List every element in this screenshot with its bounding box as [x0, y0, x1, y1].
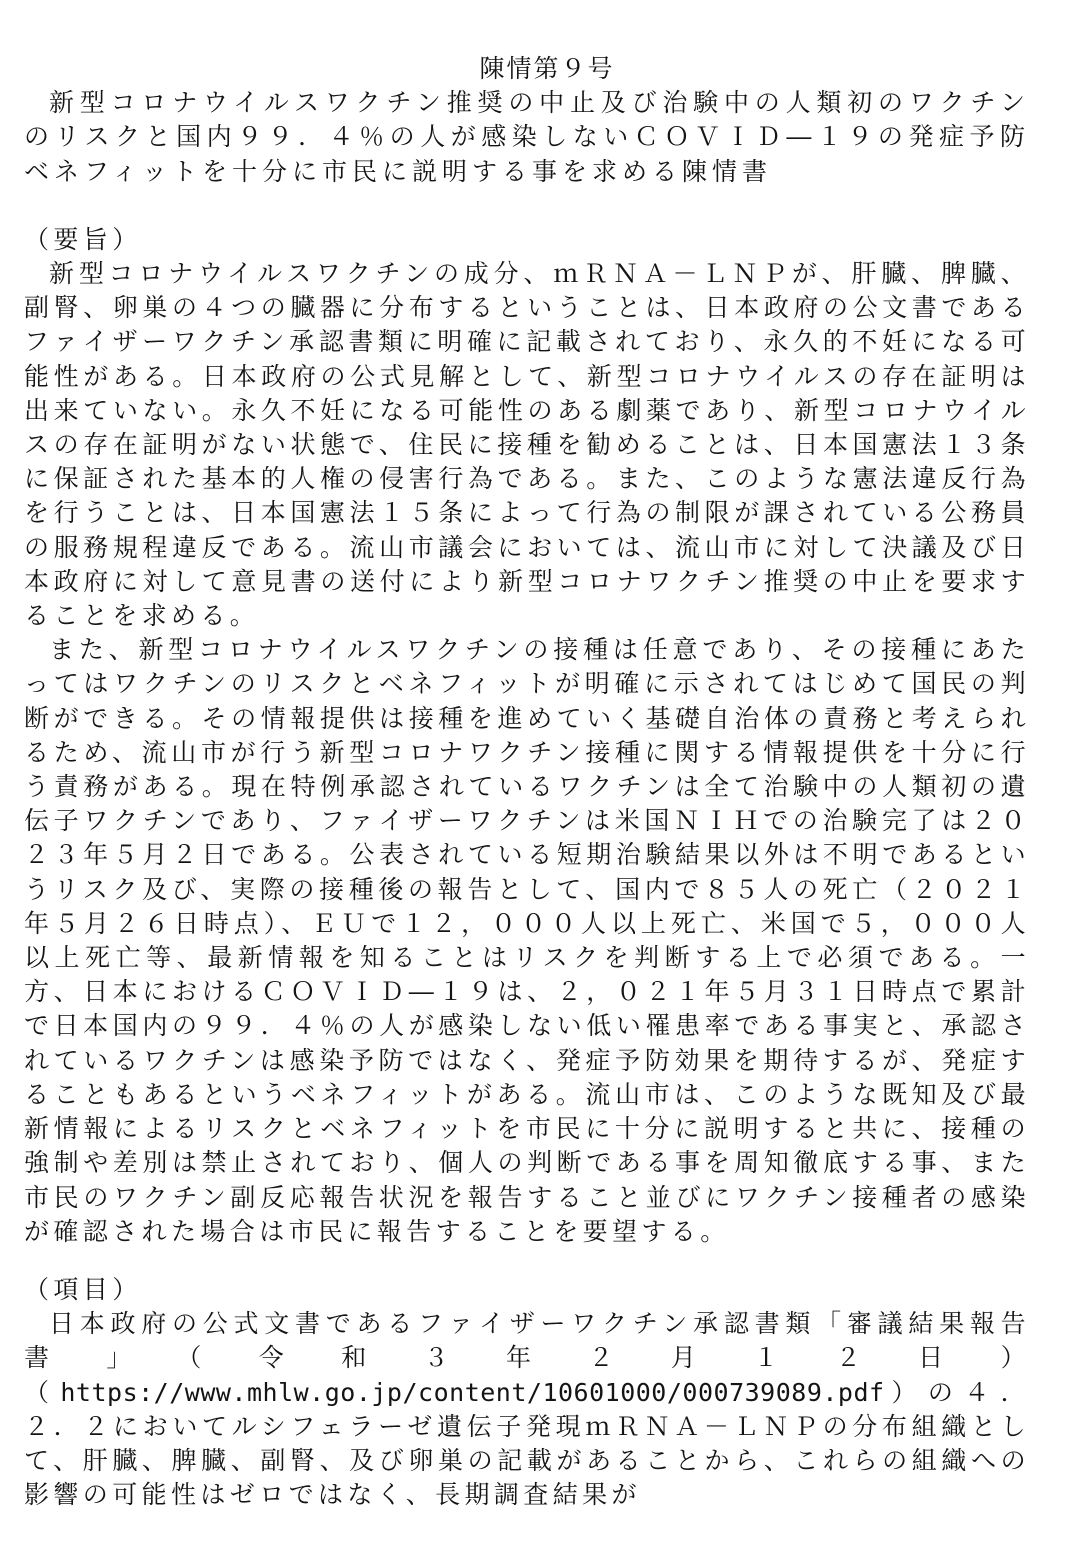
items-heading: （項目） [24, 1274, 142, 1304]
spacer [24, 1249, 1030, 1273]
petition-number: 陳情第９号 [479, 54, 615, 83]
items-paragraph [24, 1307, 1030, 1512]
summary-paragraph-1: 新型コロナウイルスワクチンの成分、ｍＲＮＡ－ＬＮＰが、肝臓、脾臓、副腎、卵巣の４つの臓器に分布するということは、日本政府の公文書であるファイザーワクチン承認書類に明確に記載されており、永久的不妊になる可能性がある。日本政府の公式見解として、新型コロナウイルスの存在証明は出来ていない。永久不妊になる可能性のある劇薬であり、新型コロナウイルスの存在証明がない状態で、住民に接種を勧めることは、日本国憲法１３条に保証された基本的人権の侵害行為である。また、このような憲法違反行為を行うことは、日本国憲法１５条によって行為の制限が課されている公務員の服務規程違反である。流山市議会においては、流山市に対して決議及び日本政府に対して意見書の送付により新型コロナワクチン推奨の中止を要求することを求める。 [24, 259, 1030, 631]
document-url: https://www.mhlw.go.jp/content/10601000/000739089.pdf [60, 1377, 885, 1407]
spacer [24, 189, 1030, 223]
items-text-after-url: ）の４．２．２においてルシフェラーゼ遺伝子発現ｍＲＮＡ－ＬＮＰの分布組織として、肝臓、脾臓、副腎、及び卵巣の記載があることから、これらの組織への影響の可能性はゼロではなく、長期調査結果が [24, 1377, 1030, 1510]
petition-title: 新型コロナウイルスワクチン推奨の中止及び治験中の人類初のワクチンのリスクと国内９９．４％の人が感染しないＣＯＶＩＤ―１９の発症予防ベネフィットを十分に市民に説明する事を求める陳情書 [24, 88, 1030, 186]
summary-heading: （要旨） [24, 224, 142, 254]
document-page [24, 52, 1030, 1512]
items-text-before-url: 日本政府の公式文書であるファイザーワクチン承認書類「審議結果報告書」（令和３年２月１２日）（ [24, 1309, 1030, 1407]
summary-paragraph-2: また、新型コロナウイルスワクチンの接種は任意であり、その接種にあたってはワクチンのリスクとベネフィットが明確に示されてはじめて国民の判断ができる。その情報提供は接種を進めていく基礎自治体の責務と考えられるため、流山市が行う新型コロナワクチン接種に関する情報提供を十分に行う責務がある。現在特例承認されているワクチンは全て治験中の人類初の遺伝子ワクチンであり、ファイザーワクチンは米国ＮＩＨでの治験完了は２０２３年５月２日である。公表されている短期治験結果以外は不明であるというリスク及び、実際の接種後の報告として、国内で８５人の死亡（２０２１年５月２６日時点）、ＥＵで１２，０００人以上死亡、米国で５，０００人以上死亡等、最新情報を知ることはリスクを判断する上で必須である。一方、日本におけるＣＯＶＩＤ―１９は、２，０２１年５月３１日時点で累計で日本国内の９９．４％の人が感染しない低い罹患率である事実と、承認されているワクチンは感染予防ではなく、発症予防効果を期待するが、発症することもあるというベネフィットがある。流山市は、このような既知及び最新情報によるリスクとベネフィットを市民に十分に説明すると共に、接種の強制や差別は禁止されており、個人の判断である事を周知徹底する事、また市民のワクチン副反応報告状況を報告すること並びにワクチン接種者の感染が確認された場合は市民に報告することを要望する。 [24, 635, 1030, 1246]
